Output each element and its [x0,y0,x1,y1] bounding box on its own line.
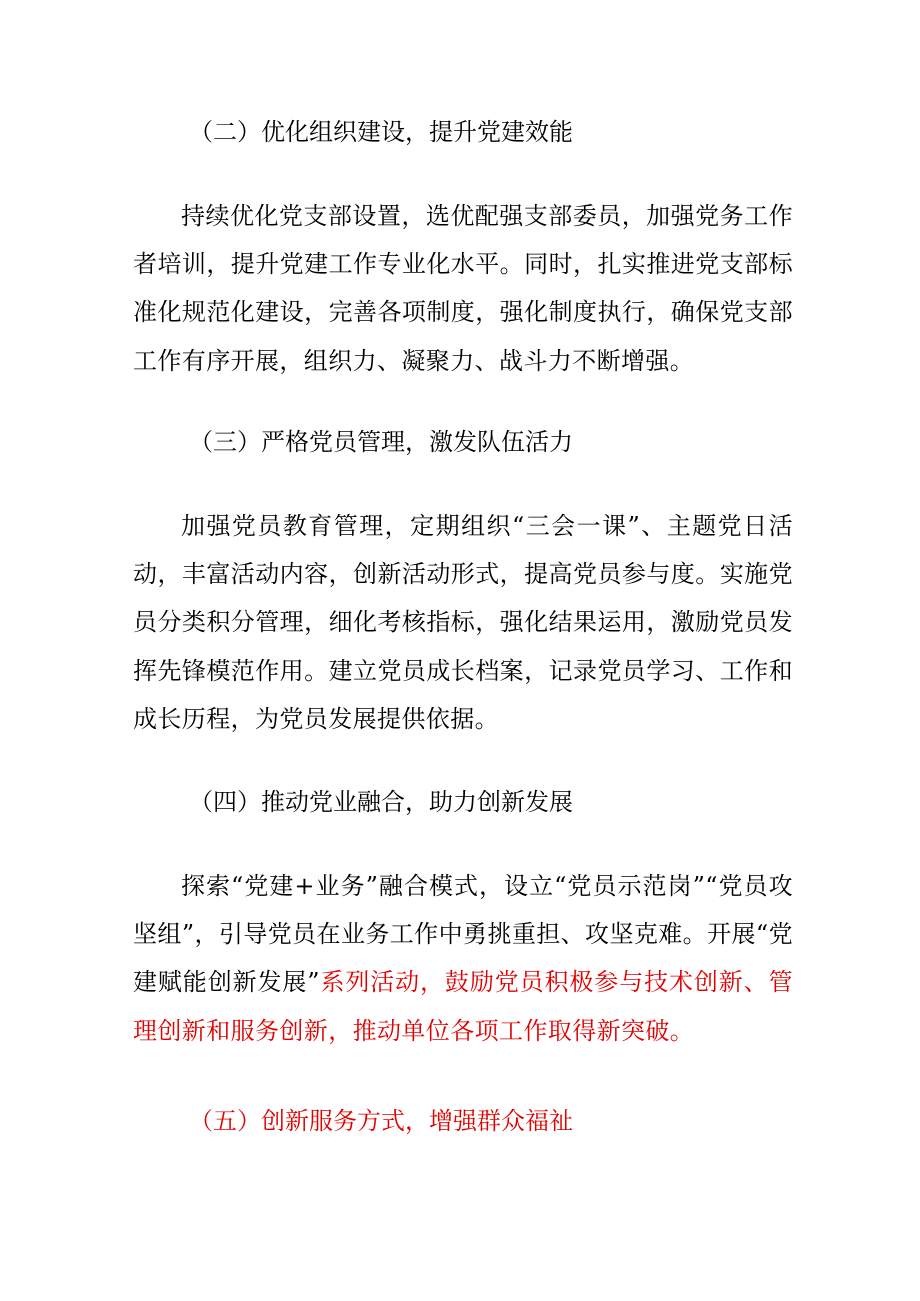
section-paragraph-3 [133,502,793,743]
section-paragraph-4 [133,862,793,1055]
section-heading-2: （二）优化组织建设，提升党建效能 [189,118,573,146]
section-heading-3: （三）严格党员管理，激发队伍活力 [189,428,573,456]
paragraph-text: 加强党员教育管理，定期组织“三会一课”、主题党日活动，丰富活动内容，创新活动形式，提高党员参与度。实施党员分类积分管理，细化考核指标，强化结果运用，激励党员发挥先锋模范作用。建立党员成长档案，记录党员学习、工作和成长历程，为党员发展提供依据。 [133,512,793,733]
highlighted-paragraph-text: 系列活动，鼓励党员积极参与技术创新、管理创新和服务创新，推动单位各项工作取得新突破。 [133,968,793,1045]
section-heading-4: （四）推动党业融合，助力创新发展 [189,788,573,816]
section-heading-5: （五）创新服务方式，增强群众福祉 [189,1107,573,1135]
section-paragraph-2 [133,192,793,385]
paragraph-text: 探索“党建+业务”融合模式，设立“党员示范岗”“党员攻坚组”，引导党员在业务工作中勇挑重担、攻坚克难。开展“党建赋能创新发展” [133,872,793,997]
paragraph-text: 持续优化党支部设置，选优配强支部委员，加强党务工作者培训，提升党建工作专业化水平。同时，扎实推进党支部标准化规范化建设，完善各项制度，强化制度执行，确保党支部工作有序开展，组织力、凝聚力、战斗力不断增强。 [133,202,793,375]
